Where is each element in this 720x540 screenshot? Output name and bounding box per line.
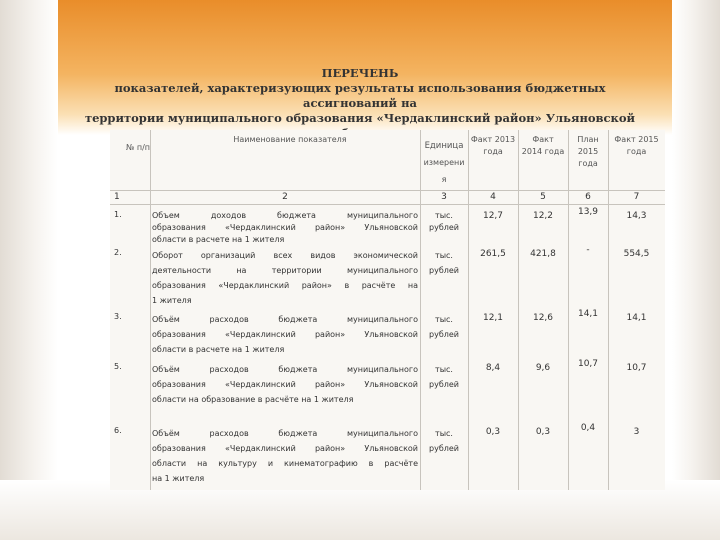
index-cell: 4 xyxy=(490,192,496,202)
header-fact-2013-line: года xyxy=(483,147,503,156)
row-fact-2014: 0,3 xyxy=(535,427,551,437)
row-indicator-name-line: 1 жителя xyxy=(152,296,192,305)
header-unit xyxy=(420,140,468,186)
header-plan-2015-line: года xyxy=(578,159,598,168)
row-fact-2013: 261,5 xyxy=(480,249,506,259)
row-plan-2015: 13,9 xyxy=(577,207,599,217)
row-unit xyxy=(420,210,468,234)
row-unit-line: рублей xyxy=(429,444,459,453)
header-num: № п/п xyxy=(125,143,150,152)
row-indicator-name-line: на 1 жителя xyxy=(152,474,205,483)
row-unit-line: тыс. xyxy=(435,211,453,220)
left-edge-shade xyxy=(0,0,58,540)
row-fact-2014: 12,6 xyxy=(532,313,554,323)
row-fact-2015: 10,7 xyxy=(626,363,647,373)
row-unit-line: рублей xyxy=(429,266,459,275)
row-indicator-name-line: области на культуру и кинематографию в расчёте xyxy=(152,459,418,468)
row-indicator-name-line: Объём расходов бюджета муниципального xyxy=(152,365,418,374)
right-edge-shade xyxy=(672,0,720,540)
indicators-table xyxy=(110,130,665,490)
row-indicator-name-line: образования «Чердаклинский район» Ульяновской xyxy=(152,380,418,389)
index-cell: 5 xyxy=(540,192,546,202)
row-indicator-name-line: Объём расходов бюджета муниципального xyxy=(152,315,418,324)
title-line-3: территории муниципального образования «Чердаклинский район» Ульяновской xyxy=(84,111,636,125)
row-unit-line: тыс. xyxy=(435,315,453,324)
header-plan-2015-line: 2015 xyxy=(577,147,599,156)
row-indicator-name-line: области в расчете на 1 жителя xyxy=(152,235,285,244)
row-fact-2015: 14,1 xyxy=(626,313,647,323)
row-fact-2013: 12,7 xyxy=(482,211,504,221)
header-fact-2014 xyxy=(518,134,568,158)
row-fact-2014: 9,6 xyxy=(535,363,551,373)
header-fact-2013-line: Факт 2013 xyxy=(470,135,516,144)
row-indicator-name-line: Объём расходов бюджета муниципального xyxy=(152,429,418,438)
header-fact-2014-line: Факт xyxy=(532,135,554,144)
row-number: 2. xyxy=(114,248,122,257)
row-indicator-name-line: области в расчете на 1 жителя xyxy=(152,345,285,354)
row-fact-2013: 0,3 xyxy=(485,427,501,437)
row-fact-2015: 14,3 xyxy=(626,211,647,221)
row-indicator-name-line: образования «Чердаклинский район» Ульяновской xyxy=(152,330,418,339)
header-fact-2015-line: года xyxy=(626,147,647,156)
row-fact-2015: 3 xyxy=(633,427,640,437)
row-unit-line: тыс. xyxy=(435,251,453,260)
row-indicator-name-line: деятельности на территории муниципального xyxy=(152,266,418,275)
header-fact-2015 xyxy=(608,134,665,158)
row-plan-2015: 10,7 xyxy=(577,359,599,369)
index-cell: 6 xyxy=(585,192,591,202)
row-indicator-name-line: образования «Чердаклинский район» в расчёте на xyxy=(152,281,418,290)
row-indicator-name-line: Оборот организаций всех видов экономической xyxy=(152,251,418,260)
index-cell: 3 xyxy=(441,192,447,202)
row-number: 1. xyxy=(114,210,122,219)
header-fact-2013 xyxy=(468,134,518,158)
row-number: 3. xyxy=(114,312,122,321)
row-plan-2015: 14,1 xyxy=(577,309,599,319)
header-name: Наименование показателя xyxy=(233,135,347,144)
row-number: 5. xyxy=(114,362,122,371)
header-unit-line: измерени xyxy=(423,158,465,167)
col-divider xyxy=(150,130,151,490)
header-fact-2015-line: Факт 2015 xyxy=(614,135,659,144)
header-unit-line: я xyxy=(441,175,447,184)
row-indicator-name-line: Объем доходов бюджета муниципального xyxy=(152,211,418,220)
row-unit xyxy=(420,362,468,392)
row-indicator-name-line: образования «Чердаклинский район» Ульяновской xyxy=(152,444,418,453)
row-indicator-name-line: области на образование в расчёте на 1 жителя xyxy=(152,395,354,404)
row-number: 6. xyxy=(114,426,122,435)
row-indicator-name xyxy=(152,312,418,357)
row-plan-2015: 0,4 xyxy=(580,423,596,433)
index-cell: 2 xyxy=(282,192,288,202)
row-unit xyxy=(420,248,468,278)
row-unit xyxy=(420,312,468,342)
title-line-1: ПЕРЕЧЕНЬ xyxy=(321,66,399,80)
row-unit xyxy=(420,426,468,456)
row-fact-2014: 12,2 xyxy=(532,211,554,221)
row-fact-2015: 554,5 xyxy=(623,249,650,259)
row-unit-line: рублей xyxy=(429,223,459,232)
header-plan-2015 xyxy=(568,134,608,170)
row-unit-line: рублей xyxy=(429,380,459,389)
row-unit-line: тыс. xyxy=(435,429,453,438)
title-line-2: показателей, характеризующих результаты использования бюджетных ассигнований на xyxy=(114,81,606,110)
row-divider xyxy=(110,204,665,205)
row-indicator-name xyxy=(152,362,418,407)
index-cell: 7 xyxy=(633,192,640,202)
row-indicator-name-line: образования «Чердаклинский район» Ульяновской xyxy=(152,223,418,232)
row-indicator-name xyxy=(152,248,418,308)
row-indicator-name xyxy=(152,210,418,246)
index-cell: 1 xyxy=(114,192,120,202)
row-unit-line: тыс. xyxy=(435,365,453,374)
row-fact-2013: 12,1 xyxy=(482,313,504,323)
header-fact-2014-line: 2014 года xyxy=(521,147,565,156)
row-fact-2014: 421,8 xyxy=(530,249,556,259)
row-unit-line: рублей xyxy=(429,330,459,339)
header-plan-2015-line: План xyxy=(577,135,599,144)
row-indicator-name xyxy=(152,426,418,486)
header-unit-line: Единица xyxy=(424,141,464,151)
row-plan-2015: - xyxy=(586,245,590,255)
row-fact-2013: 8,4 xyxy=(485,363,501,373)
